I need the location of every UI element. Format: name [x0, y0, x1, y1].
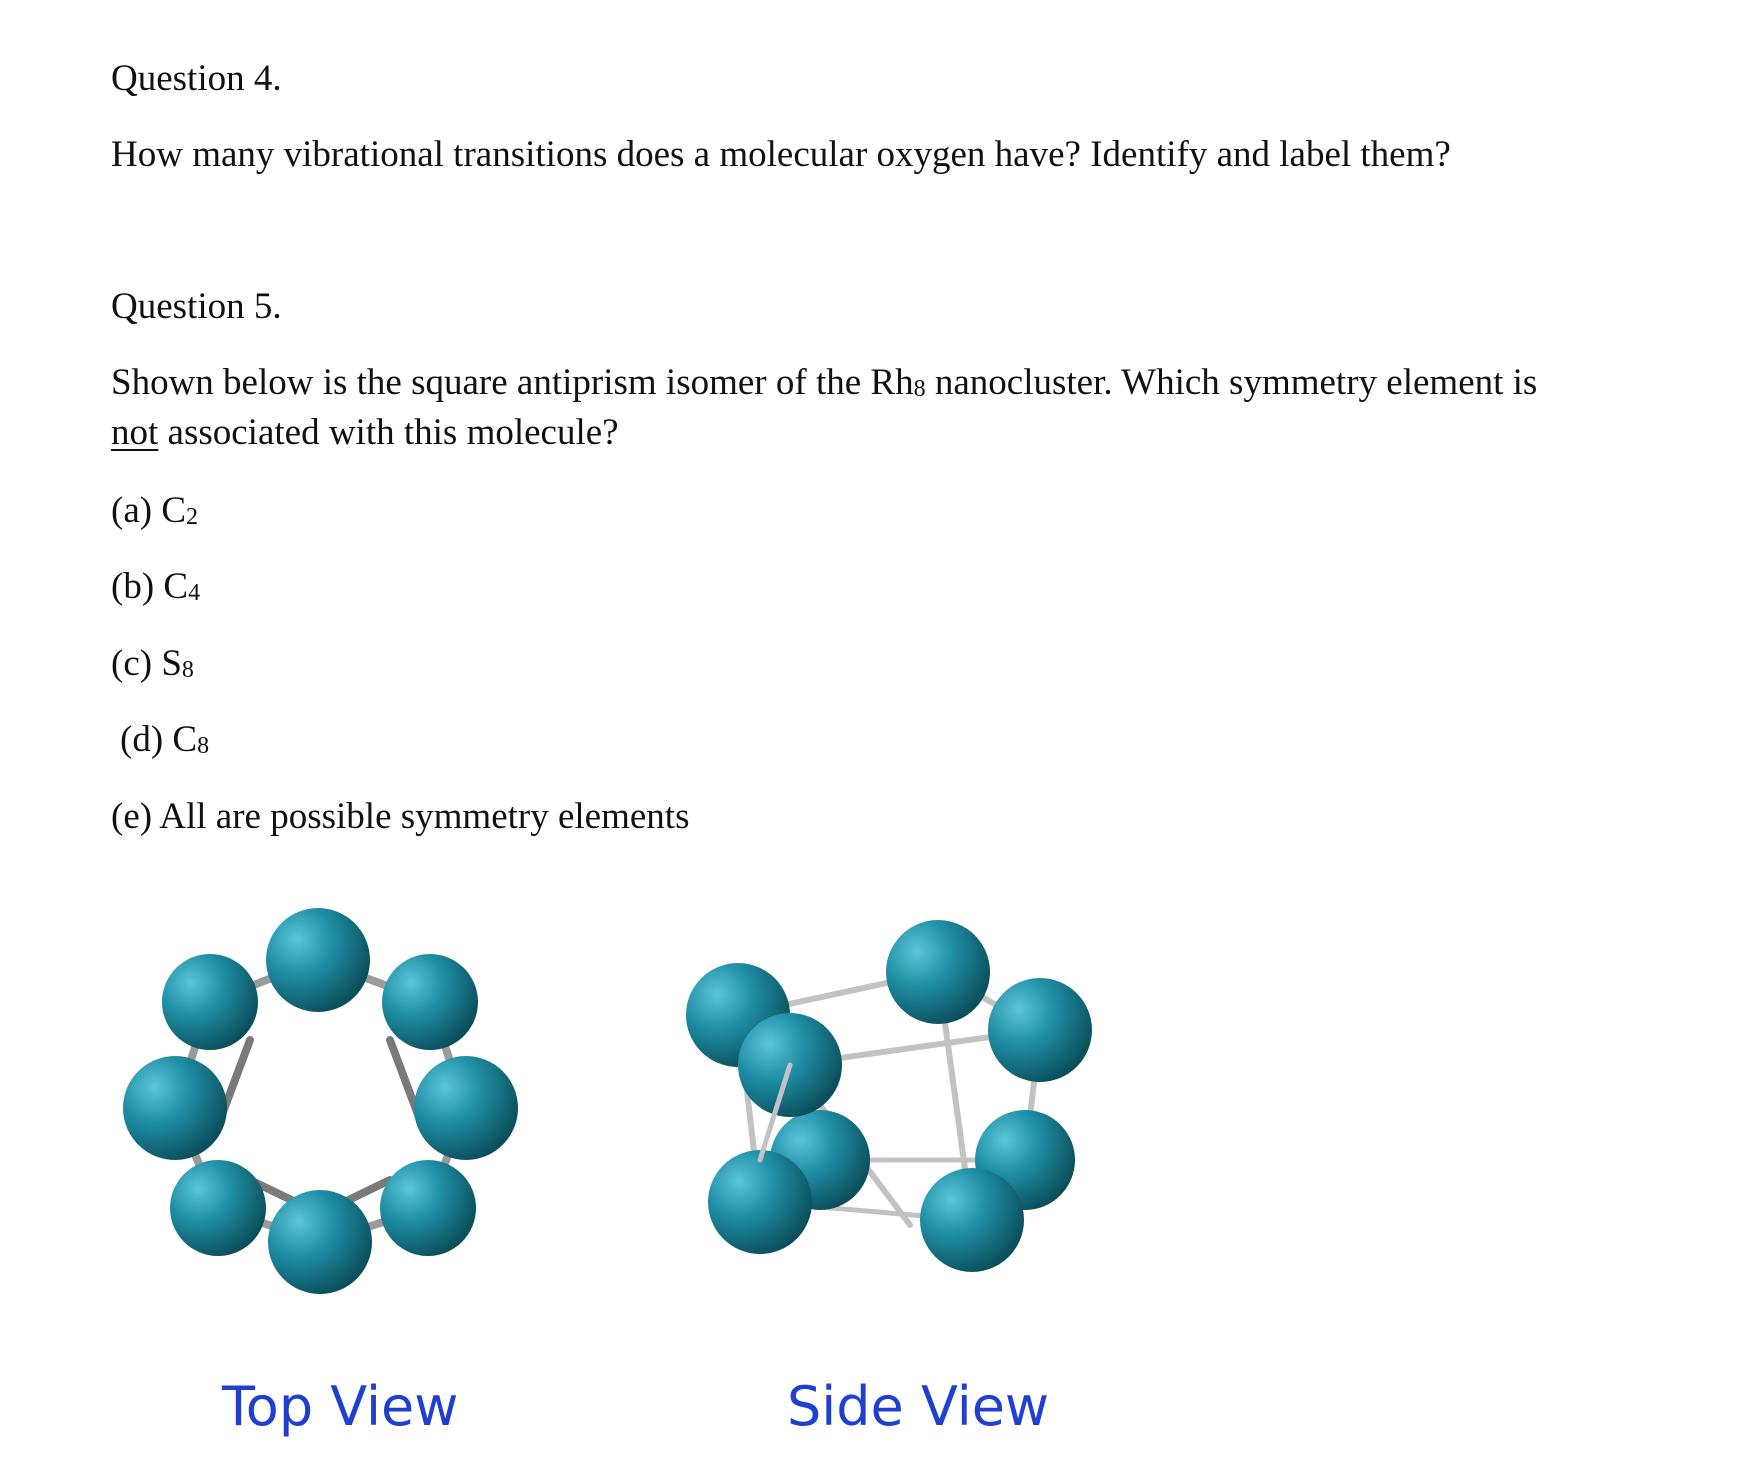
question-5-line-2	[111, 414, 619, 451]
atom	[268, 1190, 372, 1294]
option-b-text: (b) C	[111, 566, 189, 607]
option-a-text: (a) C	[111, 490, 186, 531]
option-d-text: (d) C	[120, 719, 198, 760]
atom	[708, 1150, 812, 1254]
option-e-text: (e) All are possible symmetry elements	[111, 796, 690, 837]
option-a-subscript: 2	[186, 504, 198, 530]
rh-subscript: 8	[913, 376, 926, 402]
option-b	[111, 568, 200, 605]
atom	[886, 920, 990, 1024]
question-5-line-1-end: nanocluster. Which symmetry element is	[925, 362, 1538, 403]
atom	[382, 954, 478, 1050]
option-d	[120, 721, 209, 758]
top-view-molecule-image	[100, 890, 540, 1310]
option-c-text: (c) S	[111, 643, 182, 684]
atom	[162, 954, 258, 1050]
question-4-heading: Question 4.	[111, 58, 282, 99]
question-5-heading: Question 5.	[111, 286, 282, 327]
option-a	[111, 492, 198, 529]
side-view-molecule-image	[680, 900, 1120, 1320]
atom	[266, 908, 370, 1012]
side-view-caption: Side View	[787, 1375, 1050, 1438]
question-5-line-1	[111, 364, 1537, 401]
atom	[988, 978, 1092, 1082]
option-e	[111, 798, 690, 835]
atom	[380, 1160, 476, 1256]
atom	[920, 1168, 1024, 1272]
question-5-line-2-rest: associated with this molecule?	[158, 412, 619, 453]
atom	[123, 1056, 227, 1160]
underlined-not: not	[111, 412, 159, 453]
atom	[414, 1056, 518, 1160]
atom	[170, 1160, 266, 1256]
top-view-atoms	[123, 908, 518, 1294]
option-c-subscript: 8	[181, 657, 194, 683]
question-5-line-1-start: Shown below is the square antiprism isomer of the Rh	[111, 362, 914, 403]
option-b-subscript: 4	[188, 580, 201, 606]
question-4-text: How many vibrational transitions does a molecular oxygen have? Identify and label them?	[111, 134, 1451, 175]
top-view-caption: Top View	[222, 1375, 459, 1438]
option-d-subscript: 8	[197, 733, 210, 759]
option-c	[111, 645, 194, 682]
